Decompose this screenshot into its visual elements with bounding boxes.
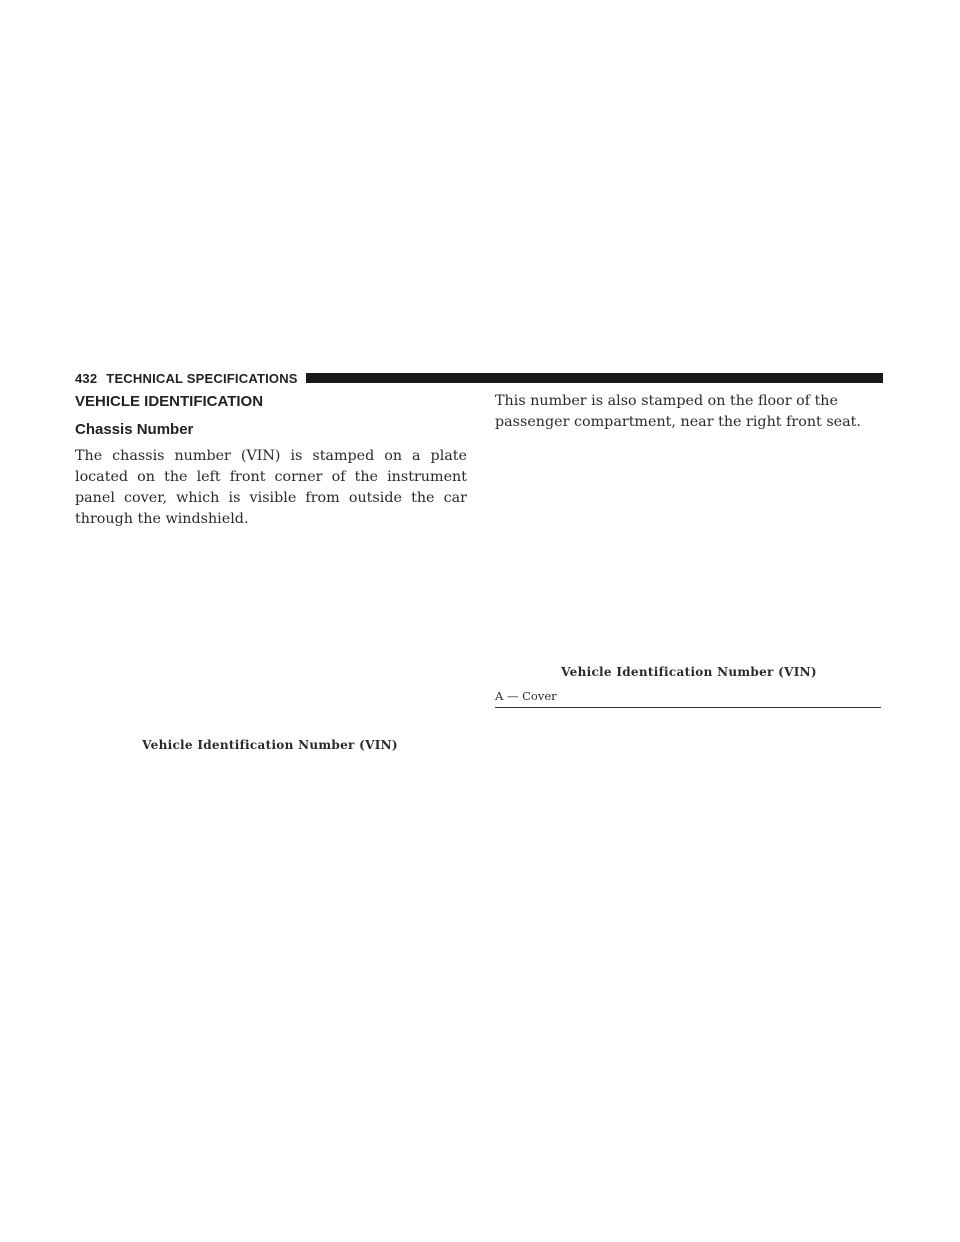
vin-floor-figure — [495, 440, 883, 660]
section-title: TECHNICAL SPECIFICATIONS — [106, 370, 298, 386]
section-heading: VEHICLE IDENTIFICATION — [75, 393, 264, 410]
chassis-number-paragraph: The chassis number (VIN) is stamped on a plate located on the left front corner of the instrument panel cover, which is visible from outside the car through the windshield. — [75, 448, 467, 527]
page-header — [75, 370, 883, 386]
legend-rule — [495, 707, 881, 708]
figure-legend: A — Cover — [495, 689, 557, 703]
subsection-heading: Chassis Number — [75, 421, 194, 438]
floor-stamp-paragraph: This number is also stamped on the floor of the passenger compartment, near the right front seat. — [495, 393, 861, 430]
vin-plate-figure — [75, 510, 465, 730]
header-rule — [306, 373, 883, 383]
figure-caption-right: Vehicle Identification Number (VIN) — [561, 665, 817, 679]
page-number: 432 — [75, 370, 98, 386]
figure-caption-left: Vehicle Identification Number (VIN) — [142, 738, 398, 752]
